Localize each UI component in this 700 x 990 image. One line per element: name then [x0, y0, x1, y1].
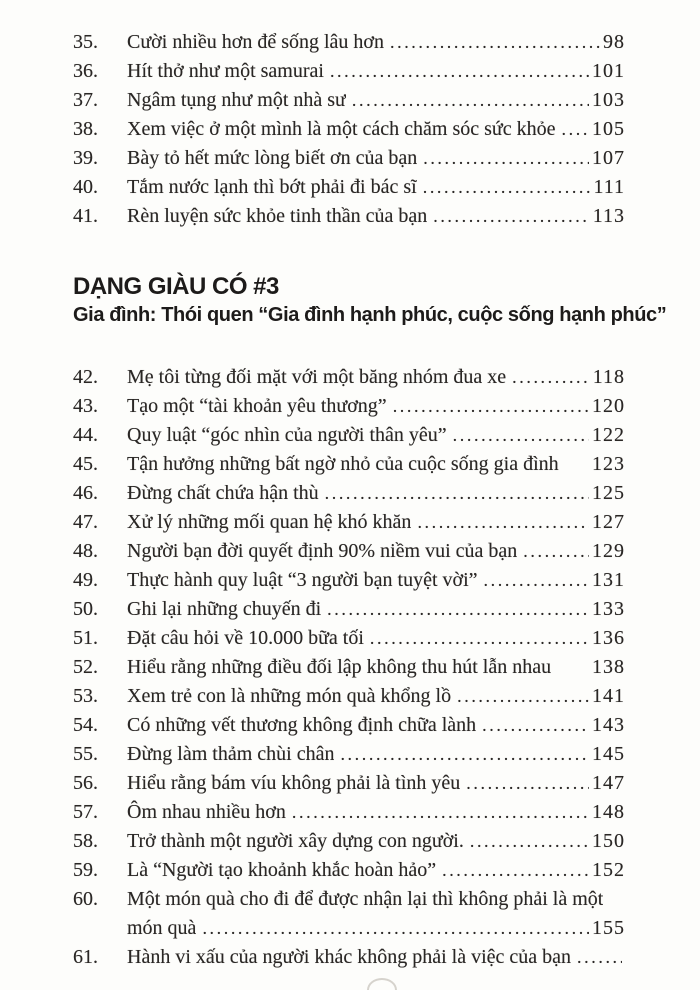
entry-number: 45. — [73, 453, 98, 475]
dot-leader — [393, 392, 589, 421]
toc-entry — [73, 28, 625, 57]
entry-title: Ghi lại những chuyến đi — [127, 598, 322, 620]
entry-number: 60. — [73, 888, 98, 910]
toc-entry — [73, 479, 625, 508]
section-subtitle: Gia đình: Thói quen “Gia đình hạnh phúc, cuộc sống hạnh phúc” — [73, 304, 667, 326]
entry-number: 43. — [73, 395, 98, 417]
entry-title: Là “Người tạo khoảnh khắc hoàn hảo” — [127, 859, 437, 881]
toc-entry — [73, 914, 625, 943]
toc-entry — [73, 798, 625, 827]
dot-leader — [512, 363, 590, 392]
entry-page-number: 113 — [592, 205, 625, 227]
entry-number: 54. — [73, 714, 98, 736]
toc-entry — [73, 144, 625, 173]
entry-number: 46. — [73, 482, 98, 504]
entry-page-number: 98 — [603, 31, 625, 53]
entry-title: Rèn luyện sức khỏe tinh thần của bạn — [127, 205, 428, 227]
entry-number: 47. — [73, 511, 98, 533]
entry-number: 56. — [73, 772, 98, 794]
entry-number: 35. — [73, 31, 98, 53]
dot-leader — [523, 537, 589, 566]
toc-list-health-habits — [73, 28, 625, 231]
toc-entry — [73, 173, 625, 202]
entry-title: Quy luật “góc nhìn của người thân yêu” — [127, 424, 447, 446]
entry-title: Hành vi xấu của người khác không phải là việc của bạn — [127, 946, 572, 968]
toc-entry — [73, 57, 625, 86]
entry-page-number: 107 — [592, 147, 625, 169]
entry-page-number: 120 — [592, 395, 625, 417]
entry-page-number: 123 — [592, 453, 625, 475]
entry-page-number: 111 — [593, 176, 625, 198]
entry-title: Hít thở như một samurai — [127, 60, 324, 82]
cut-off-page-ornament — [367, 978, 397, 990]
toc-entry — [73, 421, 625, 450]
dot-leader — [327, 595, 589, 624]
entry-title: Đặt câu hỏi về 10.000 bữa tối — [127, 627, 364, 649]
toc-entry — [73, 392, 625, 421]
toc-entry — [73, 856, 625, 885]
toc-entry — [73, 827, 625, 856]
toc-entry — [73, 363, 625, 392]
entry-title: Hiểu rằng bám víu không phải là tình yêu — [127, 772, 461, 794]
entry-page-number: 138 — [592, 656, 625, 678]
dot-leader — [352, 86, 589, 115]
entry-title: Có những vết thương không định chữa lành — [127, 714, 477, 736]
dot-leader — [442, 856, 589, 885]
entry-title: Bày tỏ hết mức lòng biết ơn của bạn — [127, 147, 418, 169]
dot-leader — [562, 115, 589, 144]
entry-number: 37. — [73, 89, 98, 111]
entry-number: 40. — [73, 176, 98, 198]
dot-leader — [340, 740, 589, 769]
entry-page-number: 122 — [592, 424, 625, 446]
dot-leader — [423, 144, 589, 173]
entry-title: Ngâm tụng như một nhà sư — [127, 89, 346, 111]
entry-title: Tắm nước lạnh thì bớt phải đi bác sĩ — [127, 176, 417, 198]
toc-list-family-habits — [73, 363, 625, 972]
entry-page-number: 136 — [592, 627, 625, 649]
dot-leader — [423, 173, 591, 202]
entry-title: Thực hành quy luật “3 người bạn tuyệt vời” — [127, 569, 478, 591]
entry-page-number: 125 — [592, 482, 625, 504]
toc-entry — [73, 508, 625, 537]
entry-page-number: 129 — [592, 540, 625, 562]
entry-title: Cười nhiều hơn để sống lâu hơn — [127, 31, 384, 53]
entry-number: 55. — [73, 743, 98, 765]
entry-title: Hiểu rằng những điều đối lập không thu hút lẫn nhau — [127, 656, 552, 678]
entry-number: 44. — [73, 424, 98, 446]
entry-page-number: 147 — [592, 772, 625, 794]
entry-number: 59. — [73, 859, 98, 881]
entry-number: 49. — [73, 569, 98, 591]
dot-leader — [484, 566, 589, 595]
entry-page-number: 103 — [592, 89, 625, 111]
toc-entry — [73, 566, 625, 595]
entry-title: Ôm nhau nhiều hơn — [127, 801, 286, 823]
toc-entry — [73, 653, 625, 682]
toc-entry — [73, 769, 625, 798]
toc-entry — [73, 711, 625, 740]
entry-page-number: 143 — [592, 714, 625, 736]
entry-page-number: 152 — [592, 859, 625, 881]
dot-leader — [482, 711, 589, 740]
dot-leader — [202, 914, 589, 943]
entry-title: Đừng làm thảm chùi chân — [127, 743, 335, 765]
toc-entry — [73, 624, 625, 653]
entry-page-number: 148 — [592, 801, 625, 823]
entry-page-number: 145 — [592, 743, 625, 765]
entry-title: món quà — [127, 917, 197, 939]
dot-leader — [470, 827, 589, 856]
dot-leader — [577, 943, 622, 972]
entry-number: 61. — [73, 946, 98, 968]
entry-title: Một món quà cho đi để được nhận lại thì không phải là một — [127, 888, 604, 910]
dot-leader — [325, 479, 589, 508]
entry-page-number: 127 — [592, 511, 625, 533]
entry-number: 38. — [73, 118, 98, 140]
toc-entry — [73, 202, 625, 231]
toc-entry — [73, 682, 625, 711]
toc-entry — [73, 740, 625, 769]
entry-number: 58. — [73, 830, 98, 852]
entry-number: 50. — [73, 598, 98, 620]
dot-leader — [457, 682, 589, 711]
dot-leader — [330, 57, 589, 86]
entry-title: Mẹ tôi từng đối mặt với một băng nhóm đua xe — [127, 366, 507, 388]
entry-page-number: 133 — [592, 598, 625, 620]
entry-page-number: 101 — [592, 60, 625, 82]
entry-page-number: 105 — [592, 118, 625, 140]
dot-leader — [417, 508, 589, 537]
entry-number: 39. — [73, 147, 98, 169]
entry-number: 36. — [73, 60, 98, 82]
entry-title: Tạo một “tài khoản yêu thương” — [127, 395, 387, 417]
entry-title: Xử lý những mối quan hệ khó khăn — [127, 511, 412, 533]
dot-leader — [370, 624, 589, 653]
entry-title: Tận hưởng những bất ngờ nhỏ của cuộc sống gia đình — [127, 453, 559, 475]
section-title: DẠNG GIÀU CÓ #3 — [73, 273, 279, 300]
dot-leader — [433, 202, 590, 231]
entry-number: 42. — [73, 366, 98, 388]
entry-page-number: 118 — [592, 366, 625, 388]
entry-number: 51. — [73, 627, 98, 649]
dot-leader — [390, 28, 600, 57]
entry-title: Trở thành một người xây dựng con người. — [127, 830, 464, 852]
toc-entry — [73, 86, 625, 115]
entry-page-number: 150 — [592, 830, 625, 852]
dot-leader — [466, 769, 589, 798]
entry-title: Người bạn đời quyết định 90% niềm vui của bạn — [127, 540, 518, 562]
entry-number: 41. — [73, 205, 98, 227]
dot-leader — [453, 421, 589, 450]
entry-number: 53. — [73, 685, 98, 707]
toc-entry — [73, 450, 625, 479]
toc-entry — [73, 115, 625, 144]
toc-entry — [73, 537, 625, 566]
entry-number: 52. — [73, 656, 98, 678]
entry-page-number: 155 — [592, 917, 625, 939]
entry-page-number: 131 — [592, 569, 625, 591]
toc-entry — [73, 885, 625, 914]
entry-title: Xem việc ở một mình là một cách chăm sóc sức khỏe — [127, 118, 556, 140]
entry-number: 48. — [73, 540, 98, 562]
toc-entry — [73, 595, 625, 624]
section-header — [73, 272, 667, 329]
dot-leader — [292, 798, 589, 827]
toc-entry — [73, 943, 625, 972]
entry-title: Đừng chất chứa hận thù — [127, 482, 319, 504]
entry-page-number: 141 — [592, 685, 625, 707]
entry-title: Xem trẻ con là những món quà khổng lồ — [127, 685, 452, 707]
entry-number: 57. — [73, 801, 98, 823]
